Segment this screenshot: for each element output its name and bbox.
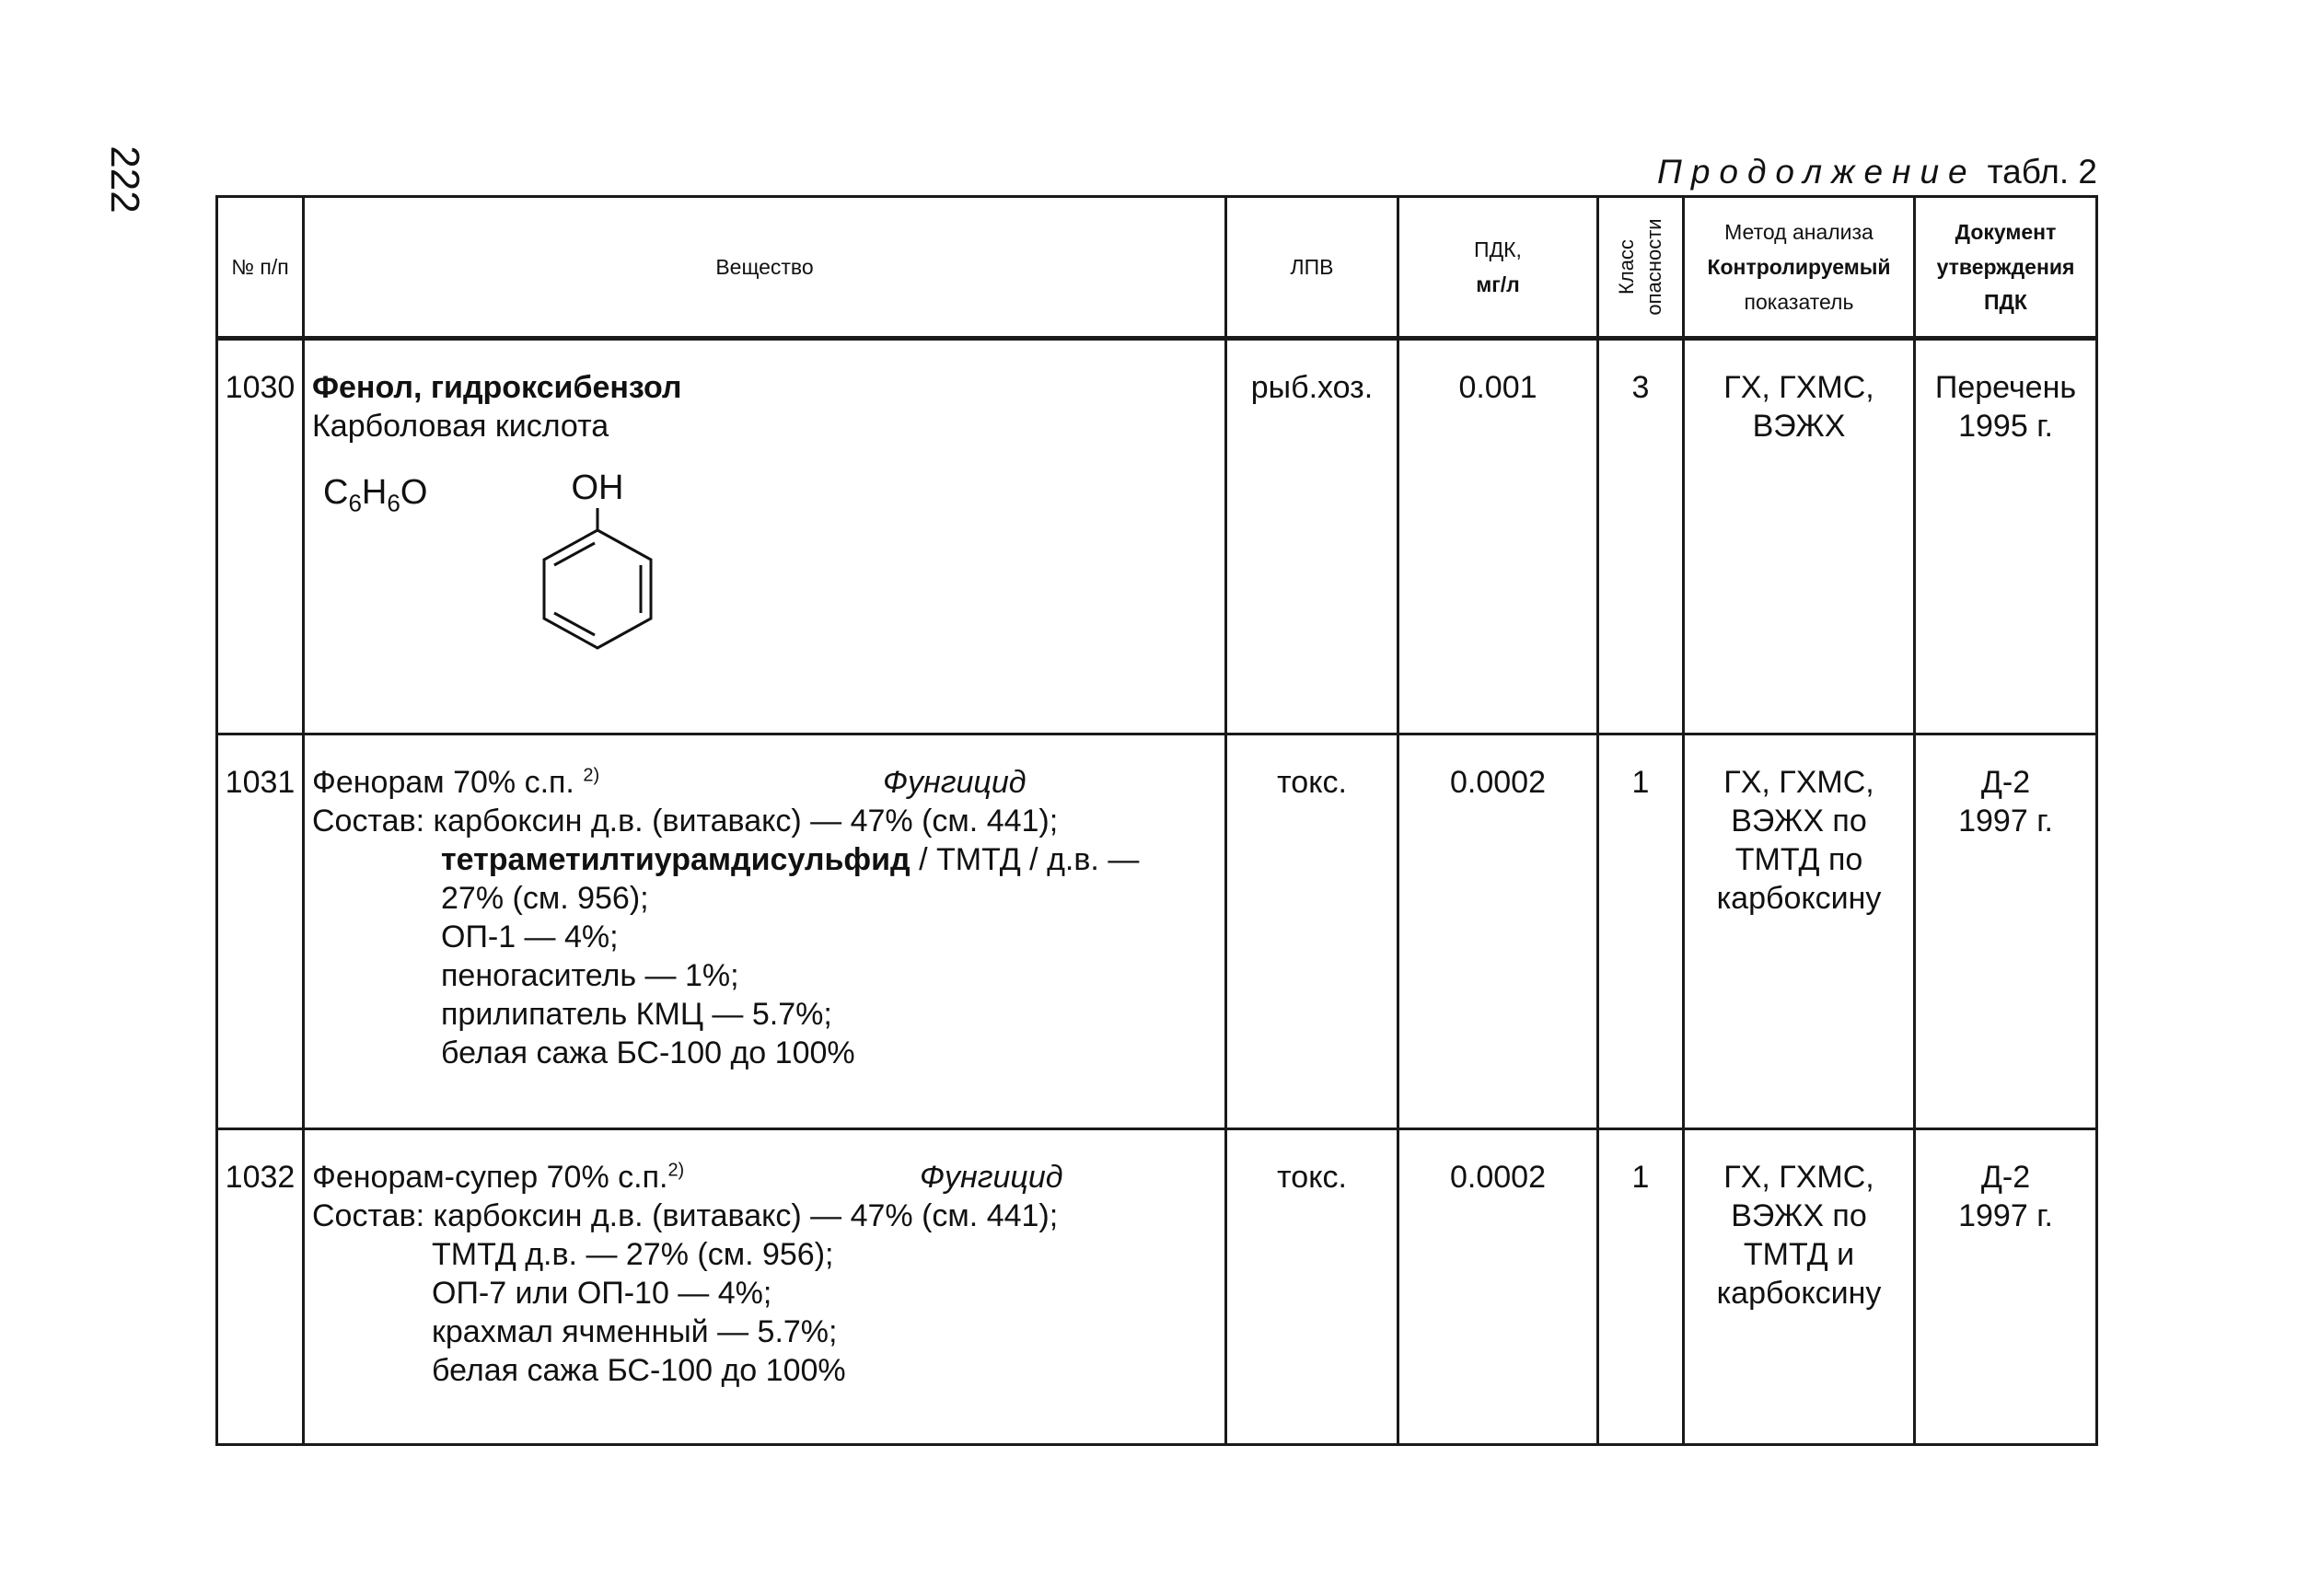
footnote-mark: 2) xyxy=(583,765,600,786)
structure-oh-label: OH xyxy=(571,468,624,507)
analysis-method: ГХ, ГХМС, ВЭЖХ по ТМТД по карбоксину xyxy=(1684,734,1915,1129)
chemical-formula: $C_6H_6O$ xyxy=(323,473,428,517)
substance-name: Фенорам 70% с.п. xyxy=(312,765,574,800)
composition-line: ТМТД д.в. — 27% (см. 956); xyxy=(432,1237,834,1272)
row-number: 1031 xyxy=(217,734,304,1129)
header-lpv: ЛПВ xyxy=(1226,197,1398,339)
analysis-method: ГХ, ГХМС, ВЭЖХ по ТМТД и карбоксину xyxy=(1684,1129,1915,1445)
header-pdk xyxy=(1398,197,1598,339)
header-method-line2: Контролируемый xyxy=(1707,255,1891,279)
substance-cell xyxy=(304,734,1226,1129)
header-hazard-line1: Класс xyxy=(1615,239,1638,295)
table-row xyxy=(217,734,2097,1129)
substance-name-line xyxy=(312,1158,1224,1197)
pdk-value: 0.0002 xyxy=(1398,734,1598,1129)
header-method-line3: показатель xyxy=(1744,290,1854,314)
lpv-value: рыб.хоз. xyxy=(1226,339,1398,734)
header-hazard-class xyxy=(1598,197,1684,339)
header-doc-line2: утверждения xyxy=(1936,255,2075,279)
table-row xyxy=(217,339,2097,734)
header-substance: Вещество xyxy=(304,197,1226,339)
substance-synonym: Карболовая кислота xyxy=(312,409,609,444)
header-hazard-line2: опасности xyxy=(1642,218,1665,316)
substance-cell xyxy=(304,1129,1226,1445)
substance-name-line xyxy=(312,763,1224,802)
header-pdk-line1: ПДК, xyxy=(1474,237,1522,261)
composition-label: Состав: xyxy=(312,1198,425,1233)
composition-line: пеногаситель — 1%; xyxy=(441,958,739,993)
composition-label: Состав: xyxy=(312,804,425,838)
header-doc-line1: Документ xyxy=(1955,220,2057,244)
pdk-value: 0.001 xyxy=(1398,339,1598,734)
lpv-value: токс. xyxy=(1226,734,1398,1129)
hazard-class-value: 1 xyxy=(1598,1129,1684,1445)
substance-name: Фенорам-супер 70% с.п. xyxy=(312,1160,668,1195)
composition-line: ОП-1 — 4%; xyxy=(441,919,619,954)
row-number: 1032 xyxy=(217,1129,304,1445)
analysis-method: ГХ, ГХМС, ВЭЖХ xyxy=(1684,339,1915,734)
lpv-value: токс. xyxy=(1226,1129,1398,1445)
composition-line: 27% (см. 956); xyxy=(441,881,649,916)
pdk-value: 0.0002 xyxy=(1398,1129,1598,1445)
substance-cell xyxy=(304,339,1226,734)
header-document xyxy=(1915,197,2097,339)
approval-document: Д-2 1997 г. xyxy=(1915,734,2097,1129)
header-method-line1: Метод анализа xyxy=(1724,220,1874,244)
composition-line: белая сажа БС-100 до 100% xyxy=(441,1035,855,1070)
composition-line: Состав: карбоксин д.в. (витавакс) — 47% (см. 441); xyxy=(312,804,1059,838)
composition-line: Состав: карбоксин д.в. (витавакс) — 47% (см. 441); xyxy=(312,1198,1059,1233)
composition-line: прилипатель КМЦ — 5.7%; xyxy=(441,997,832,1032)
continuation-word: Продолжение xyxy=(1657,153,1977,191)
substance-name: Фенол, гидроксибензол xyxy=(312,370,682,405)
page-number: 222 xyxy=(102,145,147,214)
approval-document: Перечень 1995 г. xyxy=(1915,339,2097,734)
table-header-row xyxy=(217,197,2097,339)
header-pdk-line2: мг/л xyxy=(1476,272,1520,296)
substances-table xyxy=(215,195,2098,1446)
substance-purpose: Фунгицид xyxy=(920,1160,1063,1195)
table-continuation-caption xyxy=(1381,152,2097,192)
header-method xyxy=(1684,197,1915,339)
composition-line: тетраметилтиурамдисульфид / ТМТД / д.в. — xyxy=(441,842,1140,877)
approval-document: Д-2 1997 г. xyxy=(1915,1129,2097,1445)
chemical-formula-block xyxy=(312,464,1224,657)
hazard-class-value: 3 xyxy=(1598,339,1684,734)
substance-purpose: Фунгицид xyxy=(883,765,1027,800)
header-num: № п/п xyxy=(217,197,304,339)
composition-line: ОП-7 или ОП-10 — 4%; xyxy=(432,1276,772,1311)
row-number: 1030 xyxy=(217,339,304,734)
hazard-class-value: 1 xyxy=(1598,734,1684,1129)
composition-line: крахмал ячменный — 5.7%; xyxy=(432,1314,838,1349)
continuation-table-label: табл. 2 xyxy=(1987,153,2097,191)
composition-line: белая сажа БС-100 до 100% xyxy=(432,1353,846,1388)
header-doc-line3: ПДК xyxy=(1984,290,2027,314)
phenol-structure-icon xyxy=(519,464,676,657)
footnote-mark: 2) xyxy=(667,1160,685,1181)
table-row xyxy=(217,1129,2097,1445)
